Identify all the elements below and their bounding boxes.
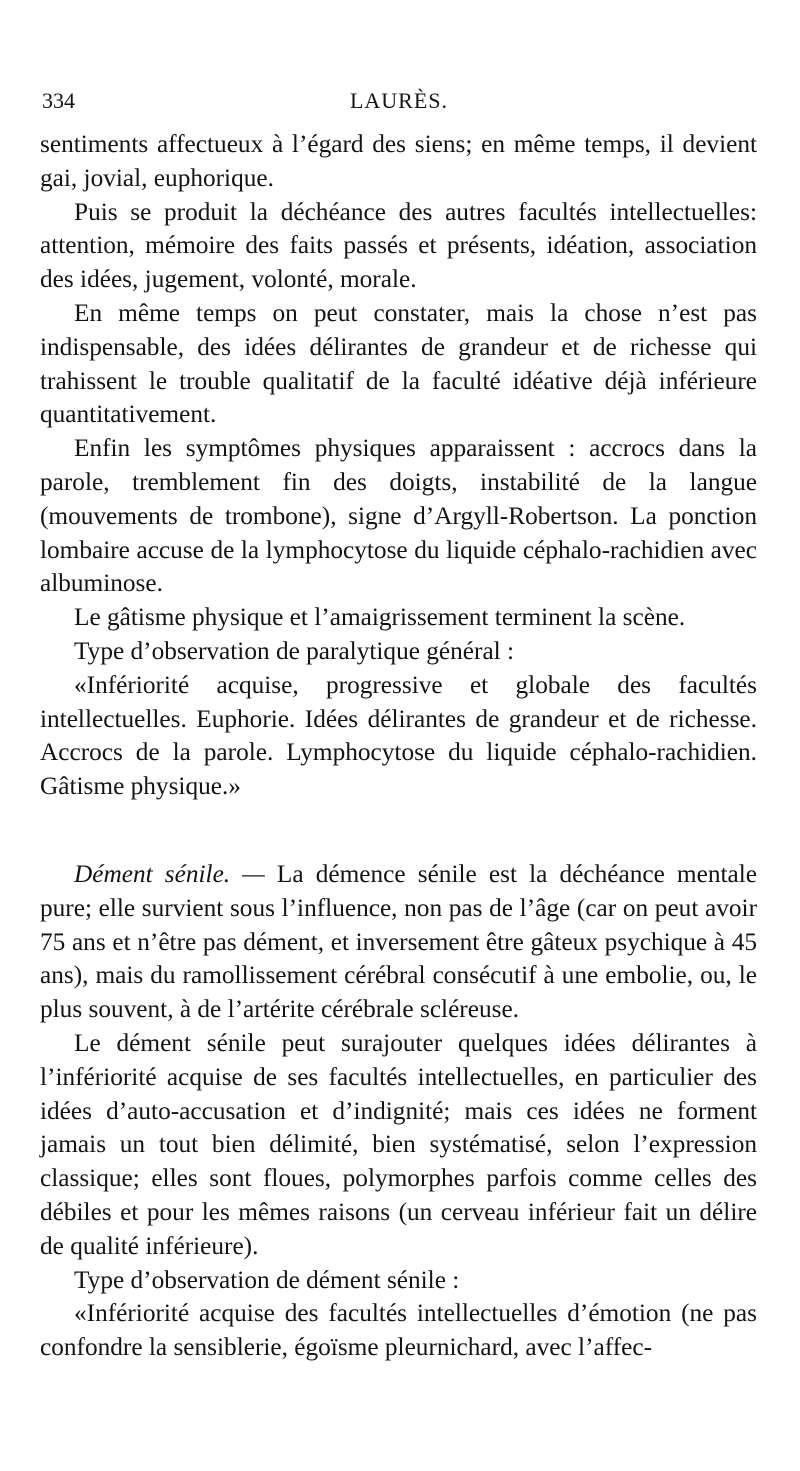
paragraph-dement-idees: Le dément sénile peut surajouter quelques idées délirantes à l’infériorité acquise de ses facultés intellectuelles, en particulier des idées d’auto-accusation et d’indignité; mais ces idées ne forment jamais un tout bien délimité, bien systématisé, selon l’expression classique; elles sont floues, polymorphes parfois comme celles des débiles et pour les mêmes raisons (un cerveau inférieur fait un délire de qualité inférieure). — [40, 1028, 757, 1260]
paragraph-decheance: Puis se produit la déchéance des autres facultés intellectuelles: attention, mémoire des faits passés et présents, idéation, association des idées, jugement, volonté, morale. — [40, 197, 757, 294]
section-gap — [40, 804, 757, 858]
paragraph-gatisme: Le gâtisme physique et l’amaigrissement terminent la scène. — [74, 603, 686, 632]
paragraph-symptomes-physiques: Enfin les symptômes physiques apparaissent : accrocs dans la parole, tremblement fin des doigts, instabilité de la langue (mouvements de trombone), signe d’Argyll-Robertson. La ponction lombaire accuse de la lymphocytose du liquide céphalo-rachidien avec albuminose. — [40, 434, 757, 598]
page-number: 334 — [42, 88, 75, 113]
page-header — [42, 88, 756, 118]
paragraph-idees-delirantes: En même temps on peut constater, mais la chose n’est pas indispensable, des idées délirantes de grandeur et de richesse qui trahissent le trouble qualitatif de la faculté idéative déjà inférieure quantitativement. — [40, 298, 757, 429]
paragraph-dement-senile — [40, 858, 757, 1027]
quote-paralytique-general: «Infériorité acquise, progressive et globale des facultés intellectuelles. Euphorie. Idées délirantes de grandeur et de richesse. Accrocs de la parole. Lymphocytose du liquide céphalo-rachidien. Gâtisme physique.» — [40, 670, 757, 801]
section-heading: Dément sénile. — — [74, 859, 265, 888]
paragraph-type-observation-ds: Type d’observation de dément sénile : — [74, 1265, 460, 1294]
paragraph-dement-senile-text: La démence sénile est la déchéance mentale pure; elle survient sous l’influence, non pas de l’âge (car on peut avoir 75 ans et n’être pas dément, et inversement être gâteux psychique à 45 ans), mais du ramollissement cérébral consécutif à une embolie, ou, le plus souvent, à de l’artérite cérébrale scléreuse. — [40, 859, 757, 1024]
quote-dement-senile: «Infériorité acquise des facultés intellectuelles d’émotion (ne pas confondre la sensiblerie, égoïsme pleurnichard, avec l’affec- — [40, 1299, 757, 1362]
paragraph-continuation: sentiments affectueux à l’égard des siens; en même temps, il devient gai, jovial, euphorique. — [40, 130, 757, 192]
page-body — [40, 128, 757, 1365]
paragraph-type-observation-pg: Type d’observation de paralytique général : — [74, 636, 515, 665]
running-title: LAURÈS. — [349, 88, 449, 113]
